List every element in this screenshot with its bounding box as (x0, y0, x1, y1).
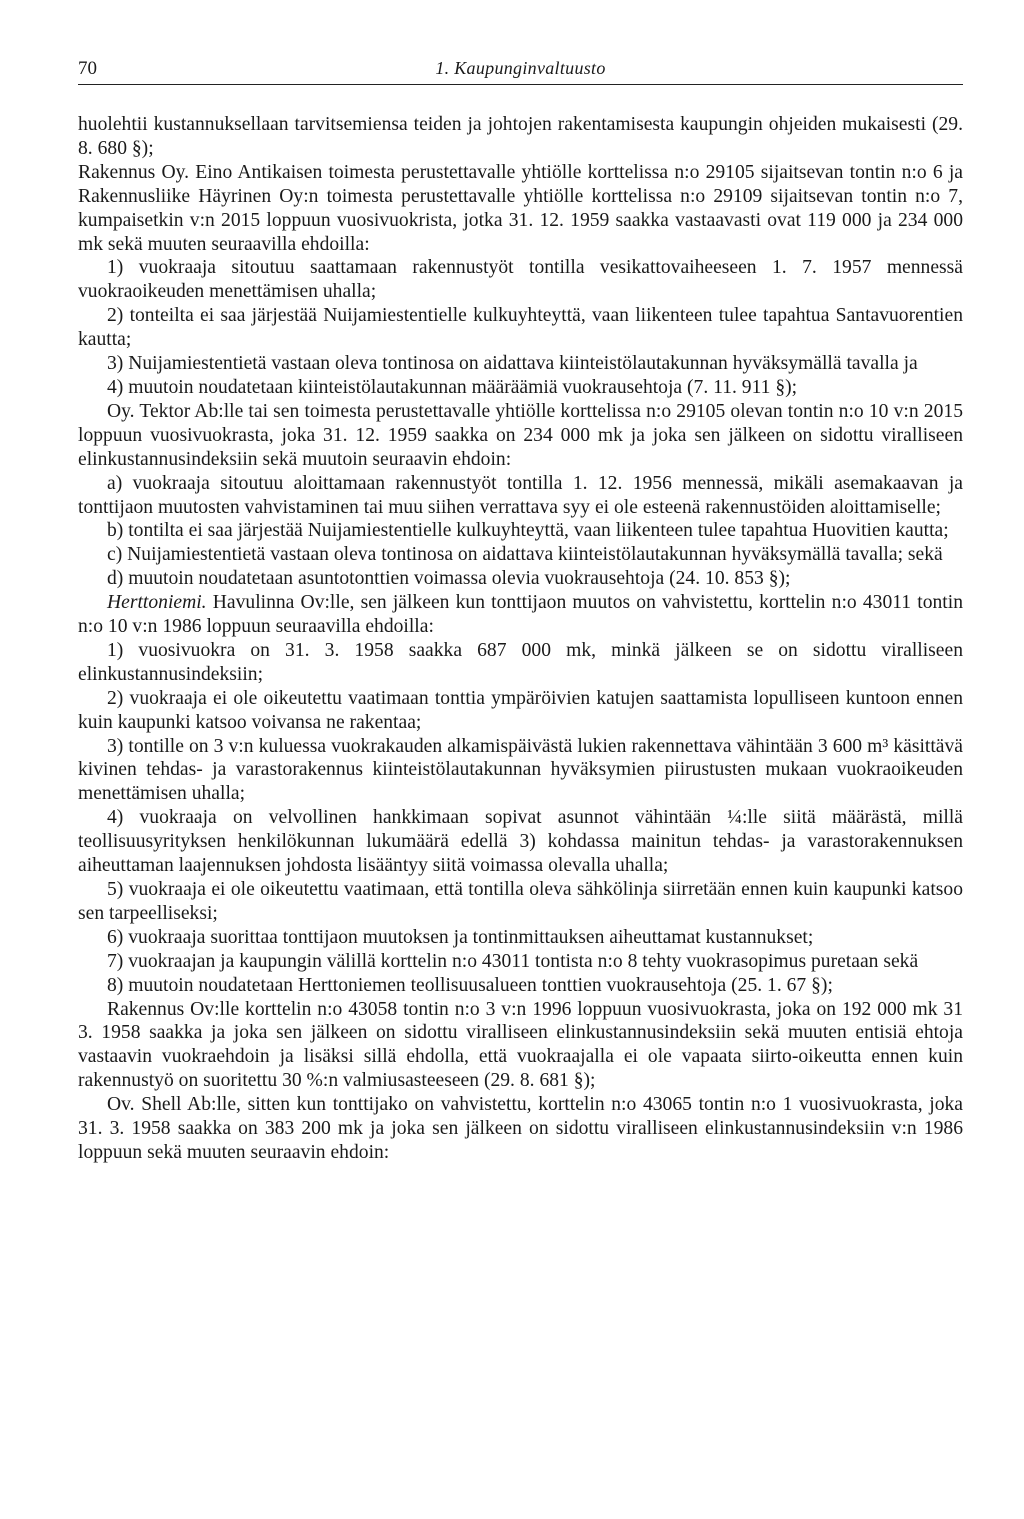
paragraph (78, 591, 963, 639)
paragraph (78, 304, 963, 352)
paragraph-text: huolehtii kustannuksellaan tarvitsemiensa teiden ja johtojen rakentamisesta kaupungin ohjeiden mukaisesti (29. 8. 680 §); (78, 114, 963, 159)
page-header (78, 58, 963, 85)
paragraph (78, 735, 963, 807)
paragraph (78, 376, 963, 400)
paragraph-text: 1) vuosivuokra on 31. 3. 1958 saakka 687 000 mk, minkä jälkeen se on sidottu viralliseen elinkustannusindeksiin; (78, 639, 963, 685)
paragraph-lead: Herttoniemi. (107, 592, 207, 614)
paragraph-text: Havulinna Ov:lle, sen jälkeen kun tonttijaon muutos on vahvistettu, korttelin n:o 43011 tontin n:o 10 v:n 1986 loppuun seuraavilla ehdoilla: (78, 592, 963, 638)
paragraph-text: 3) Nuijamiestentietä vastaan oleva tontinosa on aidattava kiinteistölautakunnan hyväksymällä tavalla ja (107, 353, 918, 375)
paragraph-text: 6) vuokraaja suorittaa tonttijaon muutoksen ja tontinmittauksen aiheuttamat kustannukset; (107, 926, 814, 948)
paragraph (78, 519, 963, 543)
paragraph (78, 878, 963, 926)
running-head: 1. Kaupunginvaltuusto (435, 58, 606, 78)
paragraph-text: 1) vuokraaja sitoutuu saattamaan rakennustyöt tontilla vesikattovaiheeseen 1. 7. 1957 mennessä vuokraoikeuden menettämisen uhalla; (78, 257, 963, 303)
paragraph (78, 639, 963, 687)
paragraph (78, 472, 963, 520)
paragraph (78, 352, 963, 376)
paragraph-text: b) tontilta ei saa järjestää Nuijamiestentielle kulkuyhteyttä, vaan liikenteen tulee tapahtua Huovitien kautta; (107, 520, 949, 542)
paragraph-text: 2) tonteilta ei saa järjestää Nuijamiestentielle kulkuyhteyttä, vaan liikenteen tulee tapahtua Santavuorentien kautta; (78, 305, 963, 351)
paragraph (78, 687, 963, 735)
paragraph (78, 400, 963, 472)
paragraph-text: 4) vuokraaja on velvollinen hankkimaan sopivat asunnot vähintään ¼:lle siitä määrästä, millä teollisuusyrityksen henkilökunnan lukumäärä edellä 3) kohdassa mainitun tehdas- ja varastorakennuksen aiheuttaman laajennuksen johdosta lisääntyy siitä voimassa olevalla uhalla; (78, 807, 963, 877)
paragraph-text: Rakennus Ov:lle korttelin n:o 43058 tontin n:o 3 v:n 1996 loppuun vuosivuokrasta, joka on 192 000 mk 31 3. 1958 saakka ja joka sen jälkeen on sidottu viralliseen elinkustannusindeksiin sekä muuten entisiä ehtoja vastaavin vuokraehdoin ja lisäksi sillä ehdolla, että vuokraajalla ei ole vapaata siirto-oikeutta ennen kuin rakennustyö on suoritettu 30 %:n valmiusasteeseen (29. 8. 681 §); (78, 998, 963, 1092)
paragraph-text: c) Nuijamiestentietä vastaan oleva tontinosa on aidattava kiinteistölautakunnan hyväksymällä tavalla; sekä (107, 544, 943, 566)
paragraph (78, 806, 963, 878)
body-text (78, 113, 963, 1165)
paragraph (78, 256, 963, 304)
paragraph (78, 567, 963, 591)
paragraph (78, 998, 963, 1094)
paragraph-text: 4) muutoin noudatetaan kiinteistölautakunnan määräämiä vuokrausehtoja (7. 11. 911 §); (107, 376, 798, 398)
paragraph (78, 974, 963, 998)
paragraph-text: Rakennus Oy. Eino Antikaisen toimesta perustettavalle yhtiölle korttelissa n:o 29105 sijaitsevan tontin n:o 6 ja Rakennusliike Häyrinen Oy:n toimesta perustettavalle yhtiölle korttelissa n:o 29109 sijaitsevan tontin n:o 7, kumpaisetkin v:n 2015 loppuun vuosivuokrista, jotka 31. 12. 1959 saakka vastaavasti ovat 119 000 ja 234 000 mk sekä muuten seuraavilla ehdoilla: (78, 161, 963, 255)
paragraph-text: 3) tontille on 3 v:n kuluessa vuokrakauden alkamispäivästä lukien rakennettava vähintään 3 600 m³ käsittävä kivinen tehdas- ja varastorakennus kiinteistölautakunnan hyväksymien piirustusten mukaan vuokraoikeuden menettämisen uhalla; (78, 735, 963, 805)
paragraph (78, 113, 963, 161)
paragraph (78, 1093, 963, 1165)
paragraph-text: Ov. Shell Ab:lle, sitten kun tonttijako on vahvistettu, korttelin n:o 43065 tontin n:o 1 vuosivuokrasta, joka 31. 3. 1958 saakka on 383 200 mk ja joka sen jälkeen on sidottu viralliseen elinkustannusindeksiin v:n 1986 loppuun sekä muuten seuraavin ehdoin: (78, 1094, 963, 1163)
paragraph-text: Oy. Tektor Ab:lle tai sen toimesta perustettavalle yhtiölle korttelissa n:o 29105 olevan tontin n:o 10 v:n 2015 loppuun vuosivuokrasta, joka 31. 12. 1959 saakka on 234 000 mk ja joka sen jälkeen on sidottu viralliseen elinkustannusindeksiin sekä muutoin seuraavin ehdoin: (78, 400, 963, 470)
page-number: 70 (78, 58, 97, 79)
paragraph-text: 2) vuokraaja ei ole oikeutettu vaatimaan tonttia ympäröivien katujen saattamista lopulliseen kuntoon ennen kuin kaupunki katsoo voivansa ne rakentaa; (78, 687, 963, 733)
paragraph-text: 7) vuokraajan ja kaupungin välillä korttelin n:o 43011 tontista n:o 8 tehty vuokrasopimus puretaan sekä (107, 950, 919, 972)
paragraph (78, 926, 963, 950)
paragraph (78, 543, 963, 567)
paragraph (78, 950, 963, 974)
paragraph-text: a) vuokraaja sitoutuu aloittamaan rakennustyöt tontilla 1. 12. 1956 mennessä, mikäli asemakaavan ja tonttijaon muutosten vahvistaminen tai muu siihen verrattava syy ei ole esteenä rakennustöiden aloittamiselle; (78, 472, 963, 518)
paragraph-text: d) muutoin noudatetaan asuntotonttien voimassa olevia vuokrausehtoja (24. 10. 853 §); (107, 568, 791, 590)
paragraph-text: 5) vuokraaja ei ole oikeutettu vaatimaan, että tontilla oleva sähkölinja siirretään ennen kuin kaupunki katsoo sen tarpeelliseksi; (78, 879, 963, 924)
paragraph (78, 161, 963, 257)
paragraph-text: 8) muutoin noudatetaan Herttoniemen teollisuusalueen tonttien vuokrausehtoja (25. 1. 67 §); (107, 974, 833, 996)
